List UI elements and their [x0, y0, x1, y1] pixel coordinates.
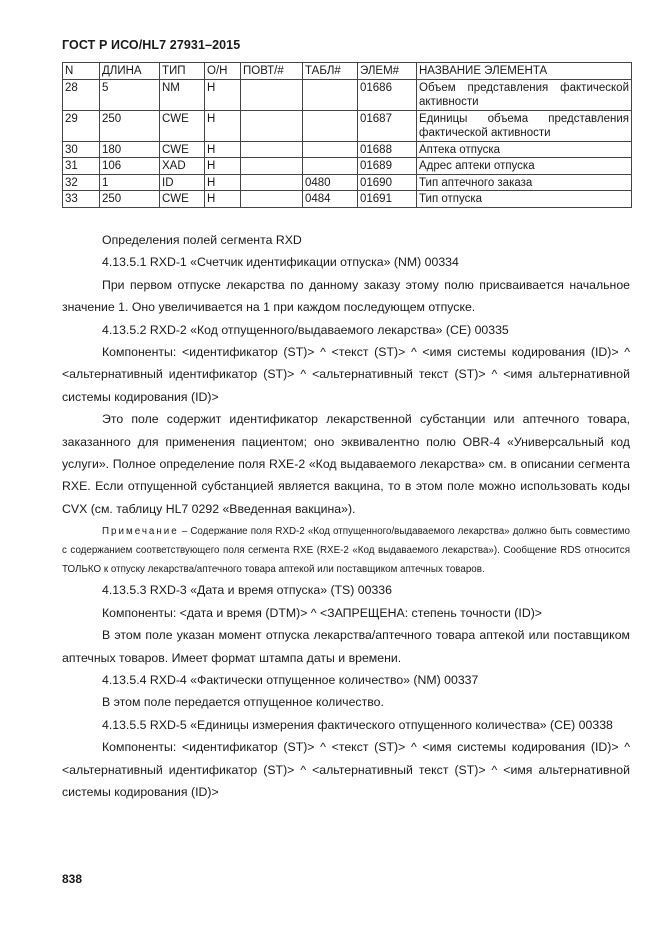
paragraph: В этом поле передается отпущенное количество.: [102, 695, 384, 710]
table-cell: Н: [205, 174, 241, 191]
table-cell: 0484: [303, 191, 358, 208]
table-cell: Тип аптечного заказа: [417, 174, 632, 191]
table-cell: CWE: [160, 110, 205, 141]
table-cell: 29: [63, 110, 100, 141]
field-heading: 4.13.5.1 RXD-1 «Счетчик идентификации отпуска» (NM) 00334: [102, 255, 459, 270]
table-row: [63, 141, 632, 158]
table-cell: 180: [100, 141, 160, 158]
paragraph: Компоненты: <идентификатор (ST)> ^ <текст (ST)> ^ <имя системы кодирования (ID)> ^ <альтернативный идентификатор (ST)> ^ <альтернативный текст (ST)> ^ <имя альтернативной системы кодирования (ID)>: [62, 740, 630, 799]
page-number: 838: [62, 872, 83, 886]
table-cell: [241, 110, 303, 141]
table-cell: 33: [63, 191, 100, 208]
field-heading: 4.13.5.4 RXD-4 «Фактически отпущенное количество» (NM) 00337: [102, 672, 479, 687]
table-row: [63, 191, 632, 208]
table-cell: [241, 174, 303, 191]
table-cell: XAD: [160, 158, 205, 175]
document-header: ГОСТ Р ИСО/HL7 27931–2015: [62, 38, 241, 52]
table-cell: 1: [100, 174, 160, 191]
table-cell: 01690: [358, 174, 417, 191]
table-cell: [241, 158, 303, 175]
table-cell: NM: [160, 79, 205, 110]
table-cell: 30: [63, 141, 100, 158]
table-cell: 106: [100, 158, 160, 175]
table-cell: Н: [205, 79, 241, 110]
table-cell: 01691: [358, 191, 417, 208]
table-cell: [303, 110, 358, 141]
table-cell: 01686: [358, 79, 417, 110]
column-header: ТИП: [160, 63, 205, 80]
table-cell: Н: [205, 110, 241, 141]
table-row: [63, 79, 632, 110]
field-heading: 4.13.5.5 RXD-5 «Единицы измерения фактического отпущенного количества» (CE) 00338: [102, 717, 613, 732]
table-cell: [303, 141, 358, 158]
table-row: [63, 158, 632, 175]
table-cell: ID: [160, 174, 205, 191]
table-cell: 31: [63, 158, 100, 175]
table-cell: [303, 79, 358, 110]
document-body: [62, 229, 630, 803]
table-cell: 01688: [358, 141, 417, 158]
table-cell: Объем представления фактической активности: [417, 79, 632, 110]
table-cell: Тип отпуска: [417, 191, 632, 208]
table-cell: [241, 141, 303, 158]
table-cell: Н: [205, 141, 241, 158]
table-cell: Аптека отпуска: [417, 141, 632, 158]
field-heading: 4.13.5.3 RXD-3 «Дата и время отпуска» (TS) 00336: [102, 583, 392, 598]
column-header: ТАБЛ#: [303, 63, 358, 80]
paragraph: В этом поле указан момент отпуска лекарства/аптечного товара аптекой или поставщиком аптечных товаров. Имеет формат штампа даты и времени.: [62, 628, 630, 665]
column-header: ЭЛЕМ#: [358, 63, 417, 80]
table-cell: [241, 191, 303, 208]
table-header-row: [63, 63, 632, 80]
table-cell: CWE: [160, 191, 205, 208]
table-row: [63, 174, 632, 191]
table-cell: 250: [100, 191, 160, 208]
table-cell: 250: [100, 110, 160, 141]
table-cell: 32: [63, 174, 100, 191]
note-text: – Содержание поля RXD-2 «Код отпущенного/выдаваемого лекарства» должно быть совместимо с содержанием соответствующего поля сегмента RXE (RXE-2 «Код выдаваемого лекарства»). Сообщение RDS относится ТОЛЬКО к отпуску лекарства/аптечного товара аптекой или поставщиком аптечных товаров.: [62, 526, 630, 576]
paragraph: Это поле содержит идентификатор лекарственной субстанции или аптечного товара, заказанного для применения пациентом; оно эквивалентно полю OBR-4 «Универсальный код услуги». Полное определение поля RXE-2 «Код выдаваемого лекарства» см. в описании сегмента RXE. Если отпущенной субстанцией является вакцина, то в этом поле можно использовать коды CVX (см. таблицу HL7 0292 «Введенная вакцина»).: [62, 412, 630, 516]
table-cell: Н: [205, 191, 241, 208]
table-cell: Единицы объема представления фактической активности: [417, 110, 632, 141]
column-header: ДЛИНА: [100, 63, 160, 80]
table-cell: 5: [100, 79, 160, 110]
section-heading: Определения полей сегмента RXD: [102, 233, 302, 247]
paragraph: Компоненты: <дата и время (DTM)> ^ <ЗАПРЕЩЕНА: степень точности (ID)>: [102, 605, 542, 620]
segment-fields-table: [62, 62, 632, 208]
column-header: ПОВТ/#: [241, 63, 303, 80]
table-cell: 28: [63, 79, 100, 110]
field-heading: 4.13.5.2 RXD-2 «Код отпущенного/выдаваемого лекарства» (CE) 00335: [102, 322, 509, 337]
table-cell: Адрес аптеки отпуска: [417, 158, 632, 175]
column-header: О/Н: [205, 63, 241, 80]
table-cell: Н: [205, 158, 241, 175]
table-row: [63, 110, 632, 141]
note-label: Примечание: [102, 526, 179, 538]
column-header: N: [63, 63, 100, 80]
table-cell: CWE: [160, 141, 205, 158]
table-cell: 01689: [358, 158, 417, 175]
table-cell: [241, 79, 303, 110]
table-cell: 0480: [303, 174, 358, 191]
column-header: НАЗВАНИЕ ЭЛЕМЕНТА: [417, 63, 632, 80]
table-cell: [303, 158, 358, 175]
paragraph: При первом отпуске лекарства по данному заказу этому полю присваивается начальное значение 1. Оно увеличивается на 1 при каждом последующем отпуске.: [62, 277, 630, 315]
table-cell: 01687: [358, 110, 417, 141]
note: [62, 522, 630, 579]
paragraph: Компоненты: <идентификатор (ST)> ^ <текст (ST)> ^ <имя системы кодирования (ID)> ^ <альтернативный идентификатор (ST)> ^ <альтернативный текст (ST)> ^ <имя альтернативной системы кодирования (ID)>: [62, 345, 630, 404]
